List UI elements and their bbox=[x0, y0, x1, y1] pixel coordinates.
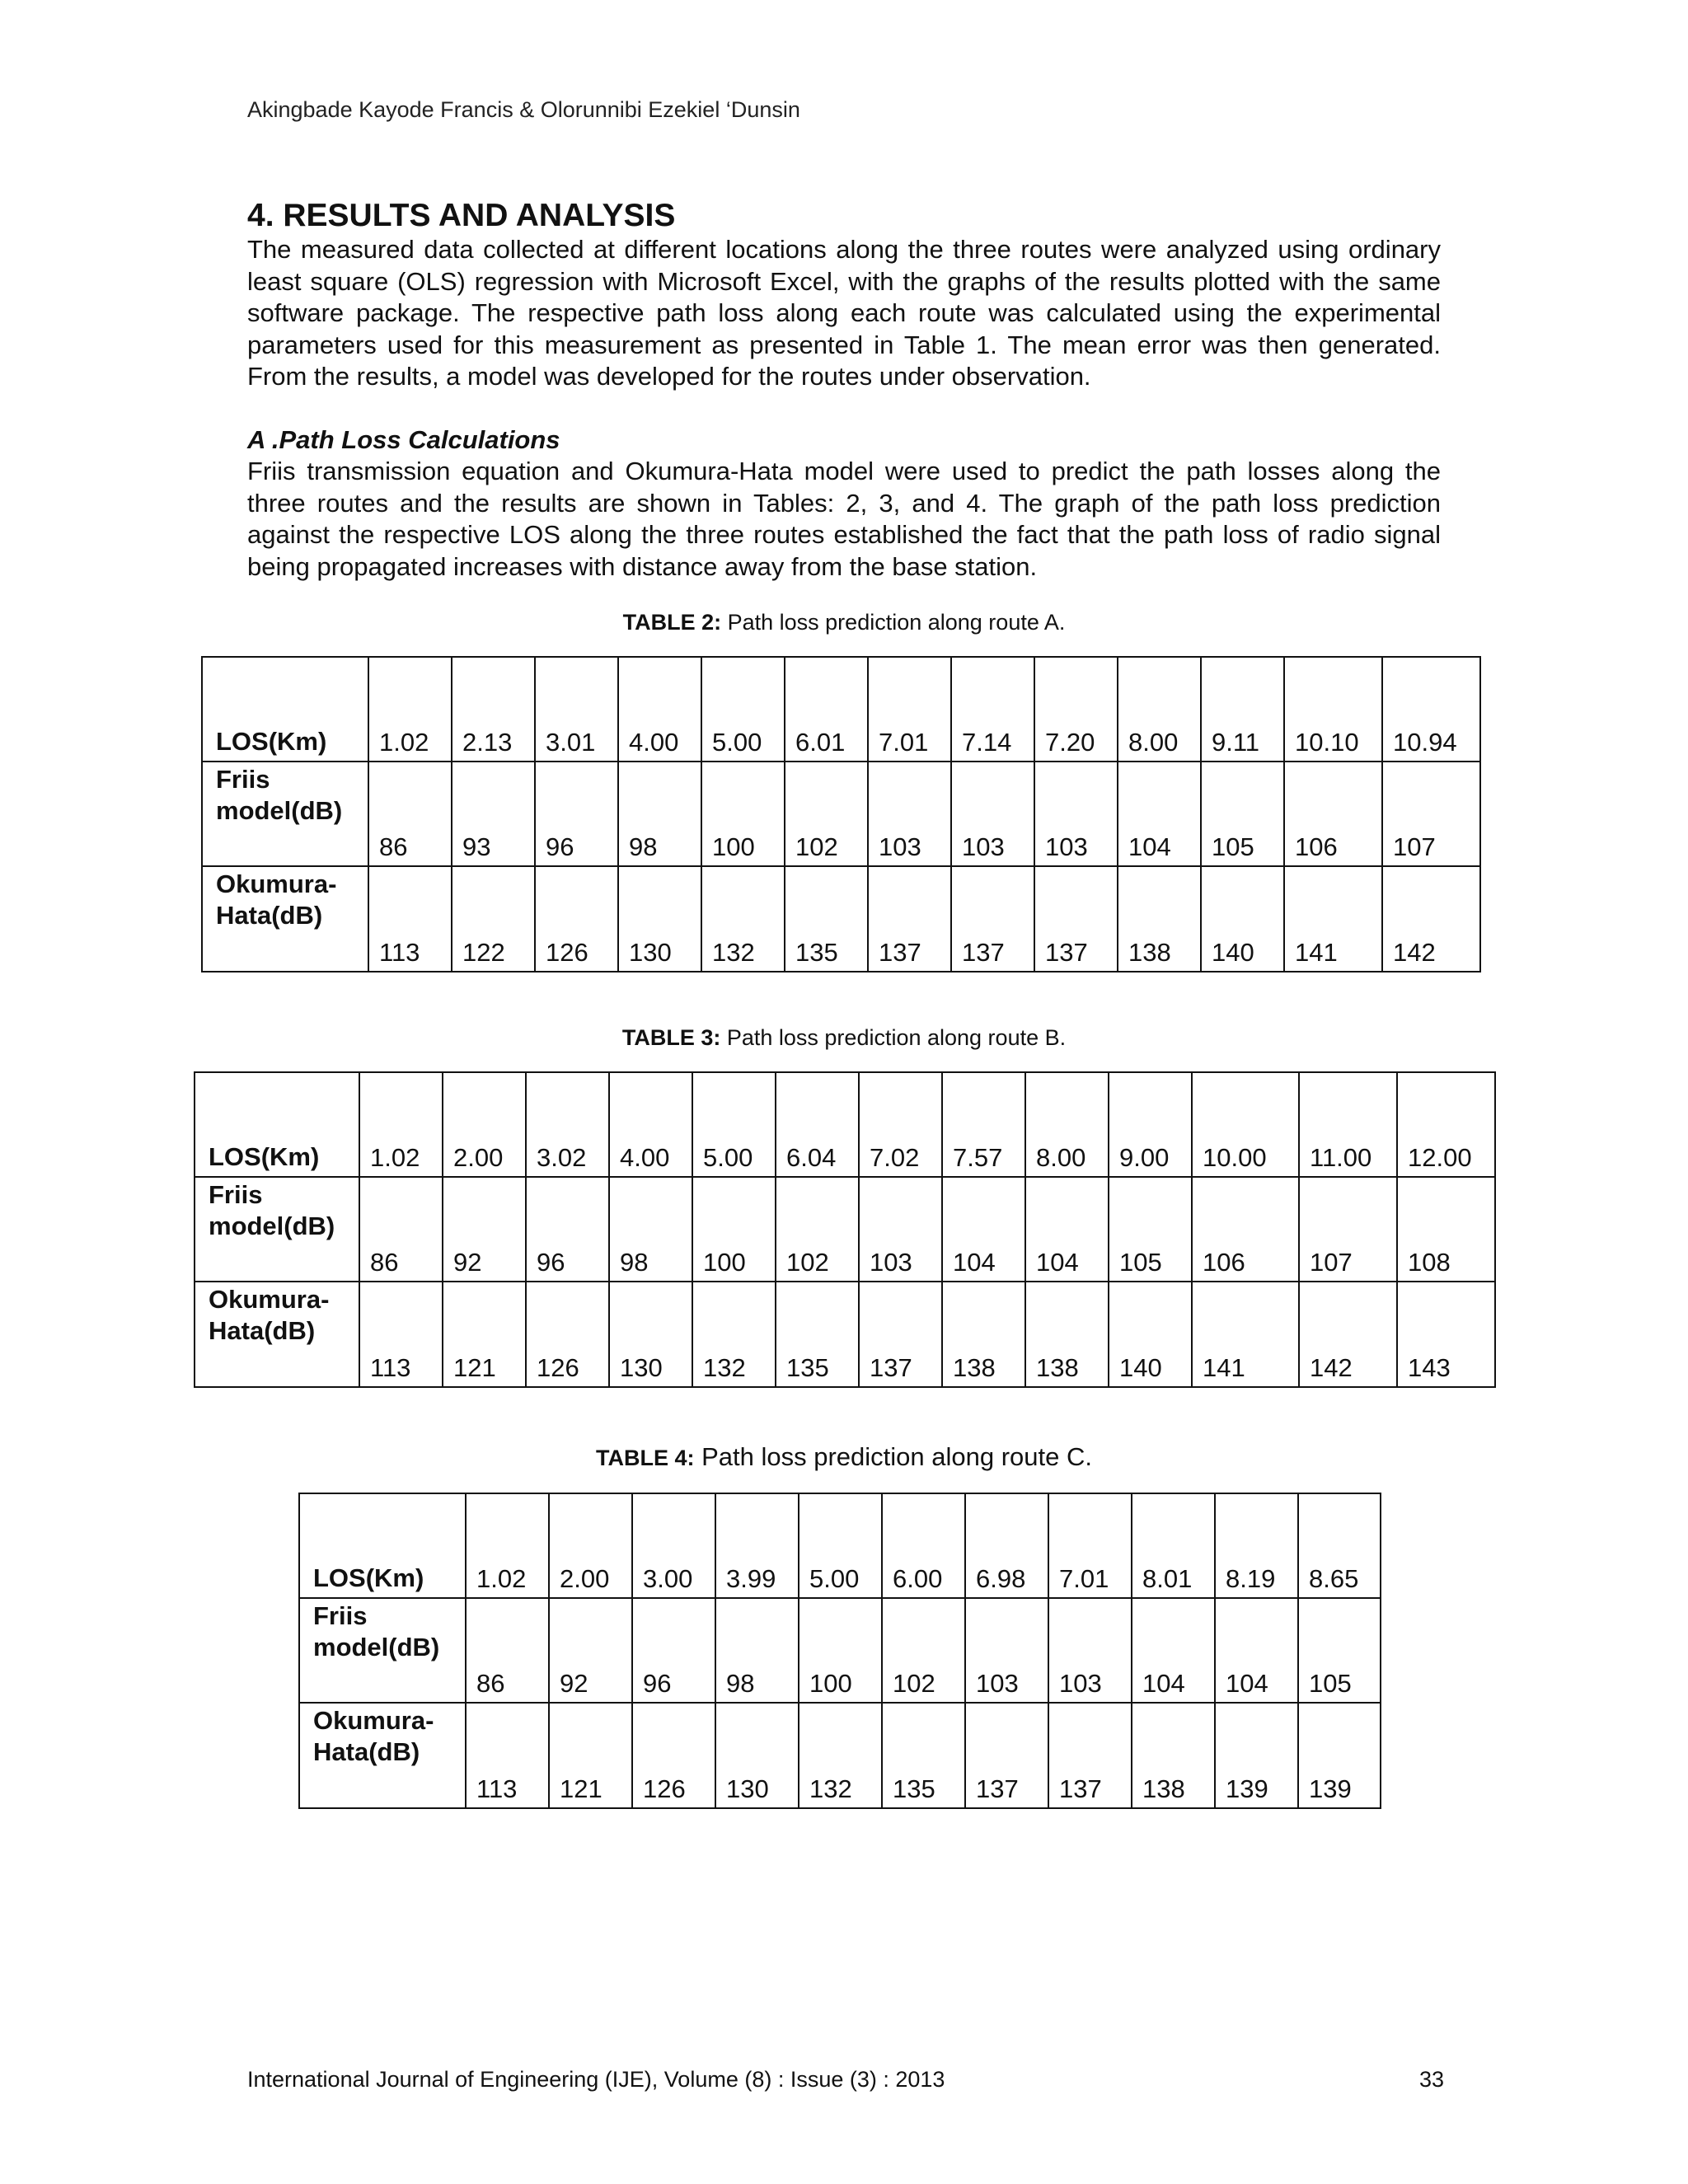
table-cell: 138 bbox=[1132, 1703, 1215, 1808]
table-cell: 143 bbox=[1397, 1282, 1495, 1387]
table-cell: 105 bbox=[1109, 1177, 1192, 1282]
table-cell: 10.94 bbox=[1382, 657, 1480, 762]
table-cell: 103 bbox=[868, 762, 951, 866]
table-cell: 137 bbox=[859, 1282, 942, 1387]
table-cell: 107 bbox=[1382, 762, 1480, 866]
table-cell: 137 bbox=[868, 866, 951, 972]
results-paragraph: The measured data collected at different locations along the three routes were analyzed using ordinary least square (OLS) regression with Microsoft Excel, with the graphs of the results plotted with the same software package. The respective path loss along each route was calculated using the experimental parameters used for this measurement as presented in Table 1. The mean error was then generated. From the results, a model was developed for the routes under observation. bbox=[247, 235, 1441, 391]
table-cell: 8.00 bbox=[1025, 1072, 1109, 1177]
table-cell: 140 bbox=[1109, 1282, 1192, 1387]
table-cell: 6.01 bbox=[785, 657, 868, 762]
table-cell: 1.02 bbox=[368, 657, 452, 762]
table-cell: 2.00 bbox=[549, 1493, 632, 1598]
table-cell: 3.00 bbox=[632, 1493, 715, 1598]
table-cell: 104 bbox=[1118, 762, 1201, 866]
los-row bbox=[195, 1072, 1495, 1177]
table-3 bbox=[194, 1071, 1496, 1388]
table-cell: 8.01 bbox=[1132, 1493, 1215, 1598]
table-cell: 104 bbox=[1025, 1177, 1109, 1282]
los-row bbox=[299, 1493, 1381, 1598]
table-cell: 141 bbox=[1284, 866, 1382, 972]
table-4-caption-text: Path loss prediction along route C. bbox=[694, 1442, 1092, 1471]
table-cell: 96 bbox=[632, 1598, 715, 1703]
table-cell: 137 bbox=[951, 866, 1034, 972]
table-cell: 6.00 bbox=[882, 1493, 965, 1598]
row-header: LOS(Km) bbox=[202, 657, 368, 762]
table-cell: 113 bbox=[368, 866, 452, 972]
row-header: Okumura-Hata(dB) bbox=[202, 866, 368, 972]
table-cell: 7.20 bbox=[1034, 657, 1118, 762]
table-cell: 98 bbox=[609, 1177, 692, 1282]
table-cell: 100 bbox=[692, 1177, 776, 1282]
table-4-label: TABLE 4: bbox=[596, 1446, 695, 1470]
table-cell: 135 bbox=[882, 1703, 965, 1808]
table-cell: 103 bbox=[965, 1598, 1048, 1703]
table-cell: 2.13 bbox=[452, 657, 535, 762]
table-cell: 8.65 bbox=[1298, 1493, 1381, 1598]
table-cell: 7.02 bbox=[859, 1072, 942, 1177]
table-cell: 130 bbox=[618, 866, 701, 972]
table-cell: 105 bbox=[1298, 1598, 1381, 1703]
table-cell: 102 bbox=[785, 762, 868, 866]
table-cell: 102 bbox=[776, 1177, 859, 1282]
friis-row bbox=[202, 762, 1480, 866]
path-loss-paragraph: Friis transmission equation and Okumura-Hata model were used to predict the path losses along the three routes and the results are shown in Tables: 2, 3, and 4. The graph of the path loss prediction against the respective LOS along the three routes established the fact that the path loss of radio signal being propagated increases with distance away from the base station. bbox=[247, 457, 1441, 581]
table-cell: 10.10 bbox=[1284, 657, 1382, 762]
table-cell: 113 bbox=[466, 1703, 549, 1808]
table-cell: 12.00 bbox=[1397, 1072, 1495, 1177]
table-cell: 130 bbox=[715, 1703, 799, 1808]
table-cell: 5.00 bbox=[701, 657, 785, 762]
table-cell: 7.14 bbox=[951, 657, 1034, 762]
row-header: Okumura-Hata(dB) bbox=[195, 1282, 359, 1387]
table-cell: 100 bbox=[701, 762, 785, 866]
table-cell: 137 bbox=[1034, 866, 1118, 972]
table-cell: 4.00 bbox=[618, 657, 701, 762]
table-3-label: TABLE 3: bbox=[621, 1025, 721, 1050]
table-cell: 3.01 bbox=[535, 657, 618, 762]
row-header: Friis model(dB) bbox=[202, 762, 368, 866]
table-cell: 113 bbox=[359, 1282, 443, 1387]
table-cell: 100 bbox=[799, 1598, 882, 1703]
table-cell: 11.00 bbox=[1299, 1072, 1397, 1177]
table-cell: 104 bbox=[1215, 1598, 1298, 1703]
row-header: Friis model(dB) bbox=[195, 1177, 359, 1282]
hata-row bbox=[202, 866, 1480, 972]
table-3-caption bbox=[0, 1025, 1688, 1051]
table-cell: 96 bbox=[535, 762, 618, 866]
table-cell: 106 bbox=[1192, 1177, 1299, 1282]
table-cell: 1.02 bbox=[466, 1493, 549, 1598]
table-cell: 132 bbox=[692, 1282, 776, 1387]
table-cell: 92 bbox=[549, 1598, 632, 1703]
table-cell: 138 bbox=[942, 1282, 1025, 1387]
table-cell: 132 bbox=[799, 1703, 882, 1808]
table-cell: 137 bbox=[965, 1703, 1048, 1808]
table-cell: 126 bbox=[632, 1703, 715, 1808]
table-cell: 121 bbox=[549, 1703, 632, 1808]
row-header: LOS(Km) bbox=[299, 1493, 466, 1598]
los-row bbox=[202, 657, 1480, 762]
table-cell: 142 bbox=[1299, 1282, 1397, 1387]
table-cell: 2.00 bbox=[443, 1072, 526, 1177]
table-cell: 86 bbox=[368, 762, 452, 866]
table-cell: 6.04 bbox=[776, 1072, 859, 1177]
table-2-caption-text: Path loss prediction along route A. bbox=[721, 610, 1066, 635]
table-cell: 141 bbox=[1192, 1282, 1299, 1387]
table-cell: 138 bbox=[1118, 866, 1201, 972]
table-cell: 105 bbox=[1201, 762, 1284, 866]
table-cell: 132 bbox=[701, 866, 785, 972]
table-cell: 103 bbox=[1048, 1598, 1132, 1703]
table-cell: 106 bbox=[1284, 762, 1382, 866]
friis-row bbox=[299, 1598, 1381, 1703]
table-cell: 135 bbox=[776, 1282, 859, 1387]
table-2-label: TABLE 2: bbox=[622, 610, 722, 635]
table-cell: 1.02 bbox=[359, 1072, 443, 1177]
table-2 bbox=[201, 656, 1481, 972]
table-cell: 121 bbox=[443, 1282, 526, 1387]
table-cell: 92 bbox=[443, 1177, 526, 1282]
table-cell: 96 bbox=[526, 1177, 609, 1282]
footer-journal: International Journal of Engineering (IJE), Volume (8) : Issue (3) : 2013 bbox=[247, 2067, 945, 2092]
friis-row bbox=[195, 1177, 1495, 1282]
hata-row bbox=[195, 1282, 1495, 1387]
table-cell: 107 bbox=[1299, 1177, 1397, 1282]
table-cell: 102 bbox=[882, 1598, 965, 1703]
table-cell: 9.00 bbox=[1109, 1072, 1192, 1177]
hata-row bbox=[299, 1703, 1381, 1808]
table-cell: 5.00 bbox=[799, 1493, 882, 1598]
table-cell: 130 bbox=[609, 1282, 692, 1387]
table-cell: 7.57 bbox=[942, 1072, 1025, 1177]
table-cell: 140 bbox=[1201, 866, 1284, 972]
table-cell: 3.99 bbox=[715, 1493, 799, 1598]
table-cell: 142 bbox=[1382, 866, 1480, 972]
row-header: Friis model(dB) bbox=[299, 1598, 466, 1703]
table-2-caption bbox=[0, 610, 1688, 635]
table-cell: 9.11 bbox=[1201, 657, 1284, 762]
table-cell: 6.98 bbox=[965, 1493, 1048, 1598]
table-cell: 139 bbox=[1215, 1703, 1298, 1808]
table-cell: 138 bbox=[1025, 1282, 1109, 1387]
table-cell: 86 bbox=[359, 1177, 443, 1282]
table-cell: 103 bbox=[859, 1177, 942, 1282]
table-cell: 122 bbox=[452, 866, 535, 972]
table-cell: 104 bbox=[1132, 1598, 1215, 1703]
table-cell: 108 bbox=[1397, 1177, 1495, 1282]
table-4-caption bbox=[0, 1442, 1688, 1472]
table-cell: 10.00 bbox=[1192, 1072, 1299, 1177]
table-3-caption-text: Path loss prediction along route B. bbox=[720, 1025, 1067, 1050]
subsection-heading: A .Path Loss Calculations bbox=[247, 425, 560, 454]
table-cell: 137 bbox=[1048, 1703, 1132, 1808]
page-number: 33 bbox=[1419, 2067, 1445, 2092]
table-cell: 135 bbox=[785, 866, 868, 972]
table-cell: 103 bbox=[951, 762, 1034, 866]
table-cell: 139 bbox=[1298, 1703, 1381, 1808]
table-cell: 104 bbox=[942, 1177, 1025, 1282]
row-header: LOS(Km) bbox=[195, 1072, 359, 1177]
running-header: Akingbade Kayode Francis & Olorunnibi Ezekiel ‘Dunsin bbox=[247, 97, 800, 122]
table-cell: 103 bbox=[1034, 762, 1118, 866]
table-cell: 93 bbox=[452, 762, 535, 866]
table-cell: 98 bbox=[715, 1598, 799, 1703]
table-cell: 98 bbox=[618, 762, 701, 866]
table-cell: 126 bbox=[535, 866, 618, 972]
table-cell: 8.19 bbox=[1215, 1493, 1298, 1598]
table-cell: 126 bbox=[526, 1282, 609, 1387]
table-cell: 86 bbox=[466, 1598, 549, 1703]
table-cell: 5.00 bbox=[692, 1072, 776, 1177]
row-header: Okumura-Hata(dB) bbox=[299, 1703, 466, 1808]
table-cell: 8.00 bbox=[1118, 657, 1201, 762]
table-cell: 7.01 bbox=[868, 657, 951, 762]
section-heading: 4. RESULTS AND ANALYSIS bbox=[247, 198, 676, 233]
table-cell: 3.02 bbox=[526, 1072, 609, 1177]
table-cell: 7.01 bbox=[1048, 1493, 1132, 1598]
table-cell: 4.00 bbox=[609, 1072, 692, 1177]
table-4 bbox=[298, 1493, 1381, 1809]
